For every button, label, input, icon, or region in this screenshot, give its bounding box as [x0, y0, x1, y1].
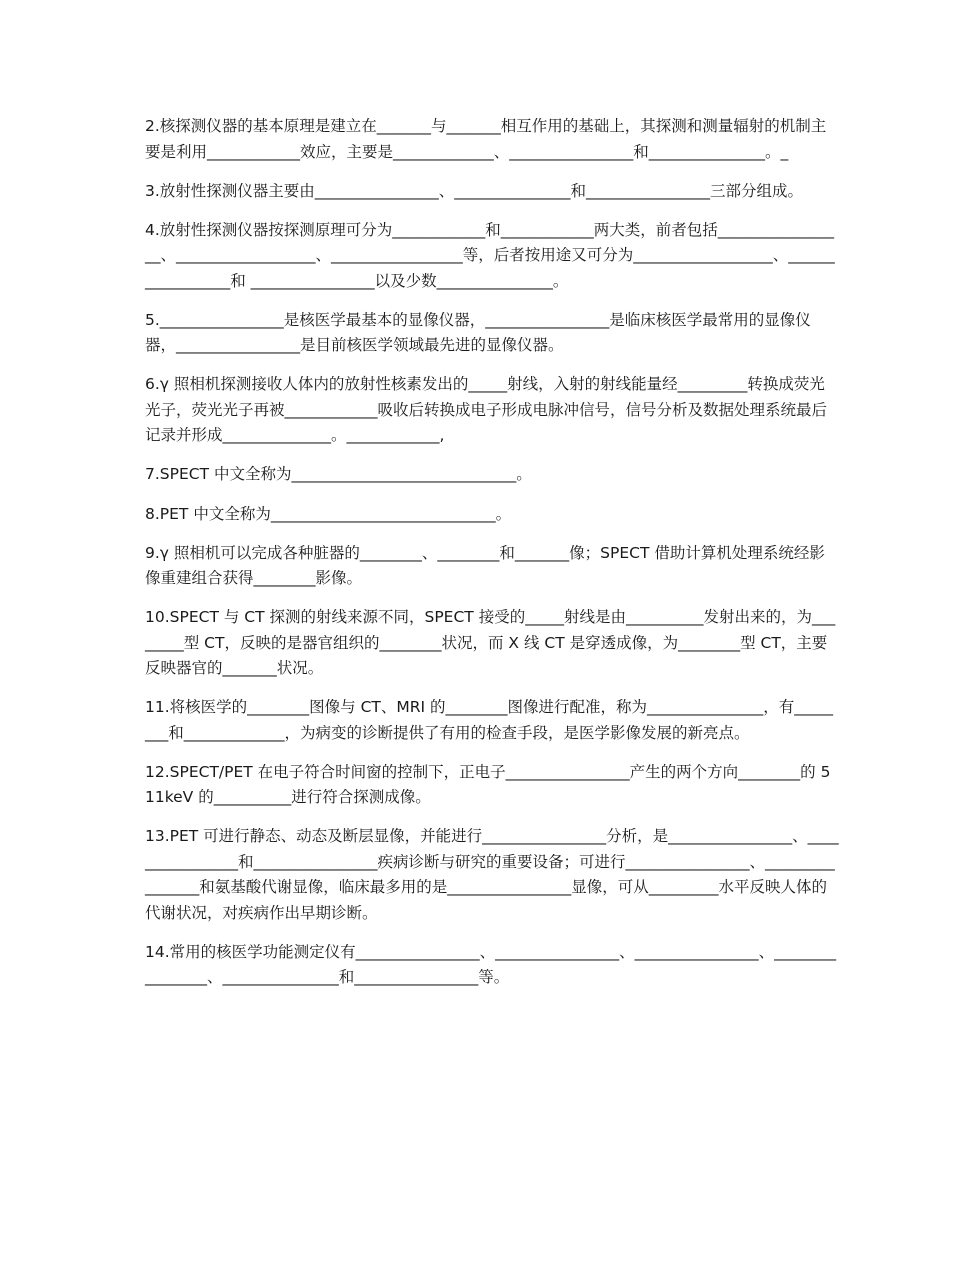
question-6: 6.γ 照相机探测接收人体内的放射性核素发出的_____射线，入射的射线能量经_________转换成荧光光子，荧光光子再被____________吸收后转换成电子形成电脉冲信号，信号分析及数据处理系统最后记录并形成______________。____________, — [145, 375, 828, 444]
question-5: 5.________________是核医学最基本的显像仪器，________________是临床核医学最常用的显像仪器，________________是目前核医学领域最先进的显像仪器。 — [145, 310, 811, 354]
question-13: 13.PET 可进行静态、动态及断层显像，并能进行________________分析，是________________、________________和________________疾病诊断与研究的重要设备；可进行________________、________________和氨基酸代谢显像，临床最多用的是________________显像，可从_________水平反映人体的代谢状况，对疾病作出早期诊断。 — [145, 827, 839, 922]
question-12: 12.SPECT/PET 在电子符合时间窗的控制下，正电子________________产生的两个方向________的 511keV 的__________进行符合探测成像。 — [145, 762, 831, 806]
question-10: 10.SPECT 与 CT 探测的射线来源不同，SPECT 接受的_____射线是由__________发射出来的，为________型 CT，反映的是器官组织的________状况，而 X 线 CT 是穿透成像，为________型 CT，主要反映器官的_______状况。 — [145, 608, 836, 677]
question-7: 7.SPECT 中文全称为_____________________________。 — [145, 465, 532, 483]
question-8: 8.PET 中文全称为_____________________________。 — [145, 504, 512, 523]
question-9: 9.γ 照相机可以完成各种脏器的________、________和_______像；SPECT 借助计算机处理系统经影像重建组合获得________影像。 — [145, 543, 825, 587]
question-4: 4.放射性探测仪器按探测原理可分为____________和____________两大类，前者包括_________________、__________________、_________________等，后者按用途又可分为__________________、_________________和 ________________以及少数_______________。 — [145, 220, 835, 290]
question-3: 3.放射性探测仪器主要由________________、_______________和________________三部分组成。 — [145, 181, 804, 200]
question-list — [145, 114, 840, 1004]
question-11: 11.将核医学的________图像与 CT、MRI 的________图像进行配准，称为_______________，有________和_____________，为病变的诊断提供了有用的检查手段，是医学影像发展的新亮点。 — [145, 698, 834, 742]
question-14: 14.常用的核医学功能测定仪有________________、________________、________________、________________、_______________和________________等。 — [145, 942, 837, 986]
question-2: 2.核探测仪器的基本原理是建立在_______与_______相互作用的基础上，其探测和测量辐射的机制主要是利用____________效应，主要是_____________、________________和_______________。_ — [145, 117, 827, 161]
